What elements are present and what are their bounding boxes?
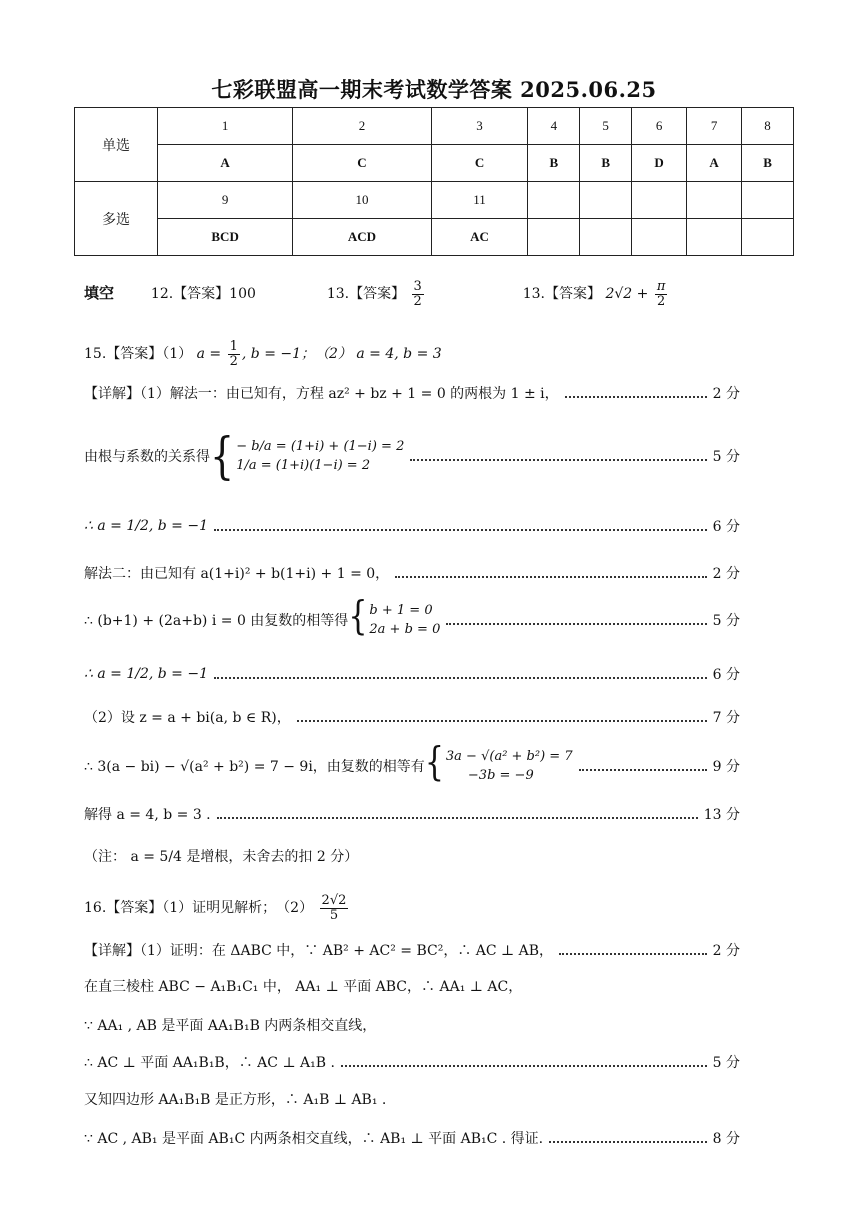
- numerator: 2√2: [321, 893, 347, 908]
- q15-answer-rest: , b = −1； （2） a = 4, b = 3: [241, 346, 442, 363]
- numerator: π: [656, 279, 666, 294]
- equation-system: { 3a − √(a² + b²) = 7 −3b = −9: [424, 740, 573, 786]
- score: 6 分: [712, 519, 740, 535]
- table-cell: C: [431, 145, 528, 182]
- denominator: 2: [413, 293, 422, 309]
- q15-line: [84, 383, 740, 403]
- score: 8 分: [712, 1131, 740, 1147]
- table-cell: [580, 219, 632, 256]
- equation: − b/a = (1+i) + (1−i) = 2: [236, 439, 405, 454]
- denominator: 5: [329, 907, 339, 923]
- q15-answer-fraction: [228, 340, 240, 368]
- score: 2 分: [712, 943, 740, 959]
- q16-line-text: ∴ AC ⊥ 平面 AA₁B₁B，∴ AC ⊥ A₁B .: [84, 1055, 335, 1071]
- q15-answer-prefix: 15.【答案】（1）: [84, 346, 193, 363]
- table-cell: B: [528, 145, 580, 182]
- q15-answer-a: a =: [196, 346, 222, 363]
- equation: b + 1 = 0: [369, 603, 433, 618]
- dot-leader: [297, 720, 707, 722]
- equation: 3a − √(a² + b²) = 7: [445, 749, 573, 764]
- denominator: 2: [229, 353, 238, 369]
- table-cell: [580, 182, 632, 219]
- q16-line: 又知四边形 AA₁B₁B 是正方形，∴ A₁B ⊥ AB₁ .: [84, 1092, 387, 1108]
- equation: 2a + b = 0: [369, 622, 441, 637]
- q15-line-text: （2）设 z = a + bi(a, b ∈ R)，: [84, 710, 291, 726]
- q15-line-text: 由根与系数的关系得: [84, 449, 210, 465]
- equation: 1/a = (1+i)(1−i) = 2: [236, 458, 371, 473]
- dot-leader: [410, 459, 706, 461]
- score: 6 分: [712, 667, 740, 683]
- q15-line: [84, 516, 740, 536]
- score: 2 分: [712, 566, 740, 582]
- q15-line: [84, 664, 740, 684]
- q15-line-text: ∴ (b+1) + (2a+b) i = 0 由复数的相等得: [84, 613, 349, 629]
- dot-leader: [559, 953, 707, 955]
- score: 13 分: [703, 807, 740, 823]
- denominator: 2: [656, 293, 666, 309]
- table-cell: 1: [158, 108, 293, 145]
- q13b-prefix: 13.【答案】: [522, 286, 601, 303]
- table-cell: 6: [632, 108, 687, 145]
- score: 5 分: [712, 613, 740, 629]
- fill-in-label: 填空: [84, 284, 115, 303]
- dot-leader: [341, 1065, 707, 1067]
- q15-line-text: ∴ a = 1/2, b = −1: [84, 518, 208, 534]
- q15-line: [84, 422, 740, 490]
- table-cell: [528, 182, 580, 219]
- q16-line-text: 【详解】（1）证明：在 ΔABC 中，∵ AB² + AC² = BC²，∴ AC ⊥ AB，: [84, 943, 554, 959]
- dot-leader: [579, 769, 707, 771]
- single-choice-label: 单选: [75, 108, 158, 182]
- score: 5 分: [712, 1055, 740, 1071]
- answer-table: [74, 107, 794, 256]
- table-cell: 9: [158, 182, 293, 219]
- equation: −3b = −9: [467, 768, 534, 783]
- table-cell: 8: [742, 108, 794, 145]
- table-cell: 10: [293, 182, 431, 219]
- score: 2 分: [712, 386, 740, 402]
- table-cell: 4: [528, 108, 580, 145]
- dot-leader: [565, 396, 707, 398]
- numerator: 3: [413, 279, 422, 294]
- table-cell: BCD: [158, 219, 293, 256]
- q15-line: [84, 804, 740, 824]
- q16-line: [84, 1052, 740, 1072]
- table-cell: 5: [580, 108, 632, 145]
- table-cell: A: [687, 145, 742, 182]
- table-cell: ACD: [293, 219, 431, 256]
- q13a-prefix: 13.【答案】: [326, 286, 406, 303]
- dot-leader: [217, 817, 698, 819]
- table-cell: 2: [293, 108, 431, 145]
- equation-system: { − b/a = (1+i) + (1−i) = 2 1/a = (1+i)(1−i) = 2: [210, 427, 405, 485]
- q15-line: [84, 707, 740, 727]
- fill-in-answers: [84, 280, 739, 308]
- q15-line-text: 解得 a = 4, b = 3 .: [84, 807, 211, 823]
- numerator: 1: [229, 339, 238, 354]
- q15-line-text: 【详解】（1）解法一：由已知有，方程 az² + bz + 1 = 0 的两根为 1 ± i，: [84, 386, 559, 402]
- q15-note: （注： a = 5/4 是增根，未舍去的扣 2 分）: [84, 849, 359, 865]
- q13b-expression: 2√2 +: [605, 286, 649, 303]
- q13a-fraction: [412, 280, 424, 308]
- q16-line: ∵ AA₁ , AB 是平面 AA₁B₁B 内两条相交直线，: [84, 1018, 377, 1034]
- q12-answer: 12.【答案】100: [150, 286, 256, 303]
- dot-leader: [214, 529, 707, 531]
- score: 7 分: [712, 710, 740, 726]
- q15-line-text: ∴ a = 1/2, b = −1: [84, 666, 208, 682]
- dot-leader: [549, 1141, 707, 1143]
- dot-leader: [446, 623, 706, 625]
- q15-line: [84, 563, 740, 583]
- table-cell: [687, 182, 742, 219]
- q16-line: [84, 940, 740, 960]
- table-cell: B: [580, 145, 632, 182]
- q16-answer: [84, 894, 739, 922]
- table-cell: [687, 219, 742, 256]
- q16-line-text: ∵ AC , AB₁ 是平面 AB₁C 内两条相交直线，∴ AB₁ ⊥ 平面 AB₁C . 得证.: [84, 1131, 544, 1147]
- score: 9 分: [712, 759, 740, 775]
- q16-answer-fraction: [320, 894, 349, 922]
- table-cell: [528, 219, 580, 256]
- dot-leader: [214, 677, 707, 679]
- q15-line-text: ∴ 3(a − bi) − √(a² + b²) = 7 − 9i，由复数的相等有: [84, 759, 425, 775]
- q15-line: [84, 740, 740, 788]
- table-cell: 7: [687, 108, 742, 145]
- table-cell: C: [293, 145, 431, 182]
- q15-line: [84, 594, 740, 642]
- table-cell: [632, 219, 687, 256]
- table-cell: A: [158, 145, 293, 182]
- q16-line: 在直三棱柱 ABC − A₁B₁C₁ 中， AA₁ ⊥ 平面 ABC，∴ AA₁ ⊥ AC，: [84, 979, 523, 995]
- table-cell: [742, 219, 794, 256]
- score: 5 分: [712, 449, 740, 465]
- equation-system: { b + 1 = 0 2a + b = 0: [348, 594, 441, 640]
- q15-line-text: 解法二：由已知有 a(1+i)² + b(1+i) + 1 = 0，: [84, 566, 390, 582]
- q16-line: [84, 1128, 740, 1148]
- q15-answer: [84, 340, 739, 368]
- page-title: 七彩联盟高一期末考试数学答案 2025.06.25: [211, 77, 657, 102]
- table-cell: [632, 182, 687, 219]
- dot-leader: [395, 576, 706, 578]
- table-cell: 11: [431, 182, 528, 219]
- table-cell: B: [742, 145, 794, 182]
- multi-choice-label: 多选: [75, 182, 158, 256]
- table-cell: AC: [431, 219, 528, 256]
- table-cell: 3: [431, 108, 528, 145]
- table-cell: [742, 182, 794, 219]
- q16-answer-prefix: 16.【答案】（1）证明见解析； （2）: [84, 900, 314, 917]
- q13b-fraction: [655, 280, 668, 308]
- table-cell: D: [632, 145, 687, 182]
